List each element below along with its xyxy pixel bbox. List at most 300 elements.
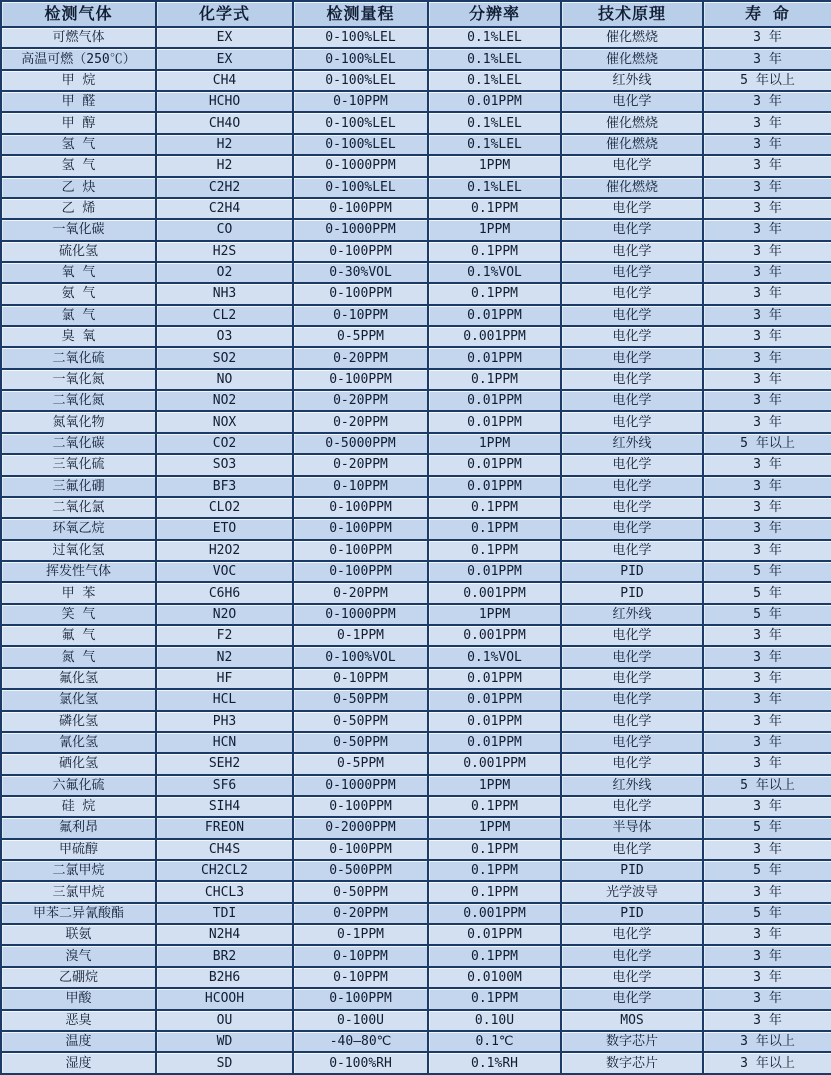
table-row: [1, 27, 831, 48]
formula-cell: SF6: [156, 775, 293, 796]
table-row: [1, 753, 831, 774]
resolution-cell: 0.1%LEL: [428, 70, 561, 91]
principle-cell: 电化学: [561, 924, 703, 945]
resolution-cell: 0.1℃: [428, 1031, 561, 1052]
range-cell: 0-100%LEL: [293, 70, 428, 91]
table-row: [1, 1010, 831, 1031]
lifespan-cell: 3 年: [703, 91, 831, 112]
table-row: [1, 369, 831, 390]
table-row: [1, 540, 831, 561]
lifespan-cell: 3 年: [703, 796, 831, 817]
resolution-cell: 0.001PPM: [428, 326, 561, 347]
principle-cell: 电化学: [561, 283, 703, 304]
gas-cell: 甲苯二异氰酸酯: [1, 903, 156, 924]
lifespan-cell: 3 年: [703, 689, 831, 710]
formula-cell: CL2: [156, 305, 293, 326]
range-cell: 0-100PPM: [293, 497, 428, 518]
table-row: [1, 262, 831, 283]
resolution-cell: 1PPM: [428, 604, 561, 625]
gas-cell: 甲 烷: [1, 70, 156, 91]
formula-cell: N2H4: [156, 924, 293, 945]
gas-cell: 甲 醇: [1, 112, 156, 133]
range-cell: 0-30%VOL: [293, 262, 428, 283]
lifespan-cell: 3 年: [703, 305, 831, 326]
gas-cell: 甲硫醇: [1, 839, 156, 860]
principle-cell: 光学波导: [561, 881, 703, 902]
table-row: [1, 860, 831, 881]
resolution-cell: 0.01PPM: [428, 924, 561, 945]
lifespan-cell: 3 年: [703, 518, 831, 539]
formula-cell: B2H6: [156, 967, 293, 988]
range-cell: 0-100%LEL: [293, 134, 428, 155]
resolution-cell: 0.01PPM: [428, 476, 561, 497]
range-cell: 0-10PPM: [293, 476, 428, 497]
formula-cell: O3: [156, 326, 293, 347]
resolution-cell: 0.1%RH: [428, 1052, 561, 1074]
resolution-cell: 0.01PPM: [428, 91, 561, 112]
gas-cell: 氮 气: [1, 646, 156, 667]
table-row: [1, 582, 831, 603]
table-row: [1, 454, 831, 475]
gas-cell: 一氧化碳: [1, 219, 156, 240]
lifespan-cell: 3 年: [703, 112, 831, 133]
table-row: [1, 70, 831, 91]
gas-cell: 硅 烷: [1, 796, 156, 817]
gas-cell: 三氯甲烷: [1, 881, 156, 902]
gas-cell: 氟化氢: [1, 668, 156, 689]
principle-cell: 数字芯片: [561, 1052, 703, 1074]
principle-cell: PID: [561, 903, 703, 924]
principle-cell: 电化学: [561, 91, 703, 112]
lifespan-cell: 5 年: [703, 561, 831, 582]
range-cell: 0-100PPM: [293, 241, 428, 262]
gas-cell: 乙 烯: [1, 198, 156, 219]
lifespan-cell: 3 年: [703, 839, 831, 860]
header-row: [1, 1, 831, 27]
formula-cell: NO: [156, 369, 293, 390]
lifespan-cell: 3 年: [703, 411, 831, 432]
range-cell: 0-20PPM: [293, 347, 428, 368]
range-cell: 0-100%LEL: [293, 112, 428, 133]
principle-cell: 电化学: [561, 198, 703, 219]
resolution-cell: 0.1PPM: [428, 369, 561, 390]
formula-cell: O2: [156, 262, 293, 283]
resolution-cell: 0.1PPM: [428, 945, 561, 966]
lifespan-cell: 3 年: [703, 711, 831, 732]
formula-cell: C2H2: [156, 177, 293, 198]
gas-cell: 甲 醛: [1, 91, 156, 112]
lifespan-cell: 5 年: [703, 582, 831, 603]
principle-cell: 电化学: [561, 369, 703, 390]
gas-cell: 氯 气: [1, 305, 156, 326]
lifespan-cell: 3 年: [703, 283, 831, 304]
principle-cell: 电化学: [561, 326, 703, 347]
formula-cell: ETO: [156, 518, 293, 539]
formula-cell: BR2: [156, 945, 293, 966]
formula-cell: HCOOH: [156, 988, 293, 1009]
table-row: [1, 668, 831, 689]
gas-cell: 六氟化硫: [1, 775, 156, 796]
resolution-cell: 0.01PPM: [428, 411, 561, 432]
formula-cell: CH4S: [156, 839, 293, 860]
range-cell: 0-1PPM: [293, 625, 428, 646]
lifespan-cell: 5 年以上: [703, 775, 831, 796]
resolution-cell: 0.01PPM: [428, 390, 561, 411]
principle-cell: 电化学: [561, 668, 703, 689]
formula-cell: C2H4: [156, 198, 293, 219]
gas-cell: 氧 气: [1, 262, 156, 283]
gas-cell: 硫化氢: [1, 241, 156, 262]
resolution-cell: 0.1PPM: [428, 518, 561, 539]
resolution-cell: 0.01PPM: [428, 711, 561, 732]
gas-cell: 三氟化硼: [1, 476, 156, 497]
range-cell: 0-20PPM: [293, 454, 428, 475]
range-cell: 0-100PPM: [293, 839, 428, 860]
table-row: [1, 646, 831, 667]
resolution-cell: 1PPM: [428, 775, 561, 796]
lifespan-cell: 3 年: [703, 540, 831, 561]
table-row: [1, 881, 831, 902]
range-cell: 0-1000PPM: [293, 155, 428, 176]
formula-cell: BF3: [156, 476, 293, 497]
resolution-cell: 1PPM: [428, 433, 561, 454]
range-cell: 0-10PPM: [293, 91, 428, 112]
lifespan-cell: 3 年: [703, 732, 831, 753]
resolution-cell: 0.01PPM: [428, 305, 561, 326]
formula-cell: H2O2: [156, 540, 293, 561]
principle-cell: 电化学: [561, 732, 703, 753]
principle-cell: 半导体: [561, 817, 703, 838]
gas-cell: 可燃气体: [1, 27, 156, 48]
formula-cell: H2: [156, 134, 293, 155]
range-cell: 0-10PPM: [293, 967, 428, 988]
principle-cell: 催化燃烧: [561, 48, 703, 69]
table-row: [1, 134, 831, 155]
lifespan-cell: 3 年: [703, 369, 831, 390]
resolution-cell: 0.0100M: [428, 967, 561, 988]
range-cell: 0-1PPM: [293, 924, 428, 945]
gas-cell: 氯化氢: [1, 689, 156, 710]
table-row: [1, 91, 831, 112]
lifespan-cell: 3 年: [703, 646, 831, 667]
principle-cell: 电化学: [561, 219, 703, 240]
formula-cell: FREON: [156, 817, 293, 838]
formula-cell: PH3: [156, 711, 293, 732]
range-cell: 0-100%RH: [293, 1052, 428, 1074]
gas-cell: 溴气: [1, 945, 156, 966]
range-cell: 0-50PPM: [293, 881, 428, 902]
range-cell: 0-20PPM: [293, 582, 428, 603]
resolution-cell: 0.1%LEL: [428, 112, 561, 133]
table-row: [1, 711, 831, 732]
gas-cell: 氟利昂: [1, 817, 156, 838]
principle-cell: 红外线: [561, 775, 703, 796]
range-cell: 0-100PPM: [293, 540, 428, 561]
gas-cell: 二氧化硫: [1, 347, 156, 368]
range-cell: 0-100PPM: [293, 518, 428, 539]
formula-cell: HCN: [156, 732, 293, 753]
principle-cell: 电化学: [561, 497, 703, 518]
gas-cell: 氮氧化物: [1, 411, 156, 432]
formula-cell: N2O: [156, 604, 293, 625]
resolution-cell: 1PPM: [428, 219, 561, 240]
formula-cell: NH3: [156, 283, 293, 304]
resolution-cell: 0.01PPM: [428, 689, 561, 710]
lifespan-cell: 3 年: [703, 476, 831, 497]
formula-cell: SIH4: [156, 796, 293, 817]
lifespan-cell: 3 年: [703, 219, 831, 240]
range-cell: 0-100U: [293, 1010, 428, 1031]
range-cell: 0-20PPM: [293, 411, 428, 432]
gas-cell: 磷化氢: [1, 711, 156, 732]
lifespan-cell: 5 年: [703, 817, 831, 838]
formula-cell: H2: [156, 155, 293, 176]
range-cell: 0-100%LEL: [293, 27, 428, 48]
column-header-principle: 技术原理: [561, 1, 703, 27]
formula-cell: CH2CL2: [156, 860, 293, 881]
formula-cell: SD: [156, 1052, 293, 1074]
resolution-cell: 0.1PPM: [428, 881, 561, 902]
principle-cell: 电化学: [561, 945, 703, 966]
range-cell: 0-20PPM: [293, 903, 428, 924]
range-cell: 0-100%LEL: [293, 177, 428, 198]
range-cell: 0-100PPM: [293, 198, 428, 219]
lifespan-cell: 5 年: [703, 903, 831, 924]
column-header-resolution: 分辨率: [428, 1, 561, 27]
principle-cell: 催化燃烧: [561, 112, 703, 133]
resolution-cell: 0.001PPM: [428, 753, 561, 774]
table-row: [1, 839, 831, 860]
table-row: [1, 1031, 831, 1052]
lifespan-cell: 5 年: [703, 860, 831, 881]
lifespan-cell: 3 年: [703, 241, 831, 262]
formula-cell: EX: [156, 27, 293, 48]
resolution-cell: 0.01PPM: [428, 561, 561, 582]
principle-cell: 催化燃烧: [561, 177, 703, 198]
table-row: [1, 945, 831, 966]
range-cell: 0-5PPM: [293, 753, 428, 774]
formula-cell: OU: [156, 1010, 293, 1031]
lifespan-cell: 3 年: [703, 753, 831, 774]
gas-cell: 高温可燃（250℃）: [1, 48, 156, 69]
resolution-cell: 0.1%LEL: [428, 177, 561, 198]
table-row: [1, 689, 831, 710]
range-cell: -40—80℃: [293, 1031, 428, 1052]
table-row: [1, 177, 831, 198]
column-header-gas: 检测气体: [1, 1, 156, 27]
gas-cell: 氟 气: [1, 625, 156, 646]
range-cell: 0-100%LEL: [293, 48, 428, 69]
table-row: [1, 390, 831, 411]
range-cell: 0-1000PPM: [293, 219, 428, 240]
principle-cell: 数字芯片: [561, 1031, 703, 1052]
principle-cell: 电化学: [561, 518, 703, 539]
resolution-cell: 0.1%LEL: [428, 27, 561, 48]
lifespan-cell: 3 年: [703, 347, 831, 368]
lifespan-cell: 3 年: [703, 924, 831, 945]
formula-cell: CH4O: [156, 112, 293, 133]
resolution-cell: 0.1PPM: [428, 988, 561, 1009]
column-header-lifespan: 寿 命: [703, 1, 831, 27]
lifespan-cell: 3 年: [703, 48, 831, 69]
principle-cell: 催化燃烧: [561, 27, 703, 48]
principle-cell: 电化学: [561, 625, 703, 646]
principle-cell: 电化学: [561, 476, 703, 497]
principle-cell: 电化学: [561, 540, 703, 561]
gas-cell: 氰化氢: [1, 732, 156, 753]
range-cell: 0-100PPM: [293, 988, 428, 1009]
gas-cell: 三氧化硫: [1, 454, 156, 475]
resolution-cell: 0.001PPM: [428, 903, 561, 924]
table-row: [1, 988, 831, 1009]
range-cell: 0-100PPM: [293, 283, 428, 304]
formula-cell: HCHO: [156, 91, 293, 112]
resolution-cell: 0.1PPM: [428, 860, 561, 881]
gas-cell: 一氧化氮: [1, 369, 156, 390]
formula-cell: CHCL3: [156, 881, 293, 902]
lifespan-cell: 3 年: [703, 454, 831, 475]
formula-cell: CO2: [156, 433, 293, 454]
resolution-cell: 0.1%LEL: [428, 48, 561, 69]
formula-cell: NO2: [156, 390, 293, 411]
principle-cell: 电化学: [561, 839, 703, 860]
principle-cell: 电化学: [561, 988, 703, 1009]
resolution-cell: 1PPM: [428, 817, 561, 838]
principle-cell: 电化学: [561, 411, 703, 432]
gas-cell: 甲 苯: [1, 582, 156, 603]
principle-cell: 电化学: [561, 241, 703, 262]
principle-cell: 红外线: [561, 604, 703, 625]
resolution-cell: 0.1PPM: [428, 796, 561, 817]
gas-cell: 笑 气: [1, 604, 156, 625]
range-cell: 0-100PPM: [293, 796, 428, 817]
gas-cell: 湿度: [1, 1052, 156, 1074]
gas-cell: 恶臭: [1, 1010, 156, 1031]
principle-cell: 电化学: [561, 967, 703, 988]
resolution-cell: 1PPM: [428, 155, 561, 176]
range-cell: 0-20PPM: [293, 390, 428, 411]
resolution-cell: 0.01PPM: [428, 732, 561, 753]
table-row: [1, 283, 831, 304]
column-header-range: 检测量程: [293, 1, 428, 27]
lifespan-cell: 5 年以上: [703, 70, 831, 91]
table-row: [1, 219, 831, 240]
principle-cell: 催化燃烧: [561, 134, 703, 155]
table-row: [1, 305, 831, 326]
lifespan-cell: 3 年: [703, 27, 831, 48]
gas-cell: 二氧化氯: [1, 497, 156, 518]
principle-cell: PID: [561, 582, 703, 603]
resolution-cell: 0.1%LEL: [428, 134, 561, 155]
range-cell: 0-100PPM: [293, 369, 428, 390]
range-cell: 0-100%VOL: [293, 646, 428, 667]
lifespan-cell: 3 年: [703, 155, 831, 176]
gas-cell: 温度: [1, 1031, 156, 1052]
lifespan-cell: 3 年: [703, 967, 831, 988]
resolution-cell: 0.01PPM: [428, 668, 561, 689]
lifespan-cell: 3 年: [703, 262, 831, 283]
lifespan-cell: 3 年以上: [703, 1031, 831, 1052]
table-row: [1, 625, 831, 646]
principle-cell: 电化学: [561, 262, 703, 283]
gas-cell: 氢 气: [1, 134, 156, 155]
principle-cell: 电化学: [561, 155, 703, 176]
range-cell: 0-1000PPM: [293, 775, 428, 796]
lifespan-cell: 3 年: [703, 198, 831, 219]
principle-cell: MOS: [561, 1010, 703, 1031]
table-row: [1, 1052, 831, 1074]
resolution-cell: 0.1PPM: [428, 198, 561, 219]
resolution-cell: 0.1%VOL: [428, 646, 561, 667]
formula-cell: SEH2: [156, 753, 293, 774]
gas-cell: 二氯甲烷: [1, 860, 156, 881]
range-cell: 0-1000PPM: [293, 604, 428, 625]
formula-cell: NOX: [156, 411, 293, 432]
resolution-cell: 0.1PPM: [428, 540, 561, 561]
table-row: [1, 411, 831, 432]
principle-cell: 电化学: [561, 646, 703, 667]
lifespan-cell: 3 年: [703, 881, 831, 902]
table-row: [1, 967, 831, 988]
table-row: [1, 497, 831, 518]
formula-cell: VOC: [156, 561, 293, 582]
table-row: [1, 241, 831, 262]
formula-cell: WD: [156, 1031, 293, 1052]
formula-cell: F2: [156, 625, 293, 646]
formula-cell: CH4: [156, 70, 293, 91]
lifespan-cell: 3 年: [703, 390, 831, 411]
table-row: [1, 48, 831, 69]
table-row: [1, 155, 831, 176]
gas-cell: 联氨: [1, 924, 156, 945]
lifespan-cell: 3 年: [703, 625, 831, 646]
table-row: [1, 476, 831, 497]
table-row: [1, 198, 831, 219]
lifespan-cell: 3 年: [703, 326, 831, 347]
gas-cell: 硒化氢: [1, 753, 156, 774]
formula-cell: EX: [156, 48, 293, 69]
gas-cell: 二氧化碳: [1, 433, 156, 454]
table-row: [1, 326, 831, 347]
gas-cell: 挥发性气体: [1, 561, 156, 582]
lifespan-cell: 3 年: [703, 177, 831, 198]
range-cell: 0-2000PPM: [293, 817, 428, 838]
lifespan-cell: 3 年: [703, 668, 831, 689]
formula-cell: TDI: [156, 903, 293, 924]
table-row: [1, 518, 831, 539]
table-row: [1, 817, 831, 838]
principle-cell: PID: [561, 860, 703, 881]
gas-cell: 氨 气: [1, 283, 156, 304]
gas-cell: 氢 气: [1, 155, 156, 176]
lifespan-cell: 3 年: [703, 988, 831, 1009]
lifespan-cell: 3 年: [703, 497, 831, 518]
resolution-cell: 0.1PPM: [428, 839, 561, 860]
formula-cell: C6H6: [156, 582, 293, 603]
principle-cell: 电化学: [561, 305, 703, 326]
principle-cell: 红外线: [561, 70, 703, 91]
range-cell: 0-10PPM: [293, 305, 428, 326]
lifespan-cell: 3 年: [703, 945, 831, 966]
lifespan-cell: 3 年以上: [703, 1052, 831, 1074]
principle-cell: 电化学: [561, 390, 703, 411]
lifespan-cell: 3 年: [703, 1010, 831, 1031]
range-cell: 0-10PPM: [293, 668, 428, 689]
table-row: [1, 732, 831, 753]
table-row: [1, 924, 831, 945]
principle-cell: 电化学: [561, 454, 703, 475]
range-cell: 0-5PPM: [293, 326, 428, 347]
